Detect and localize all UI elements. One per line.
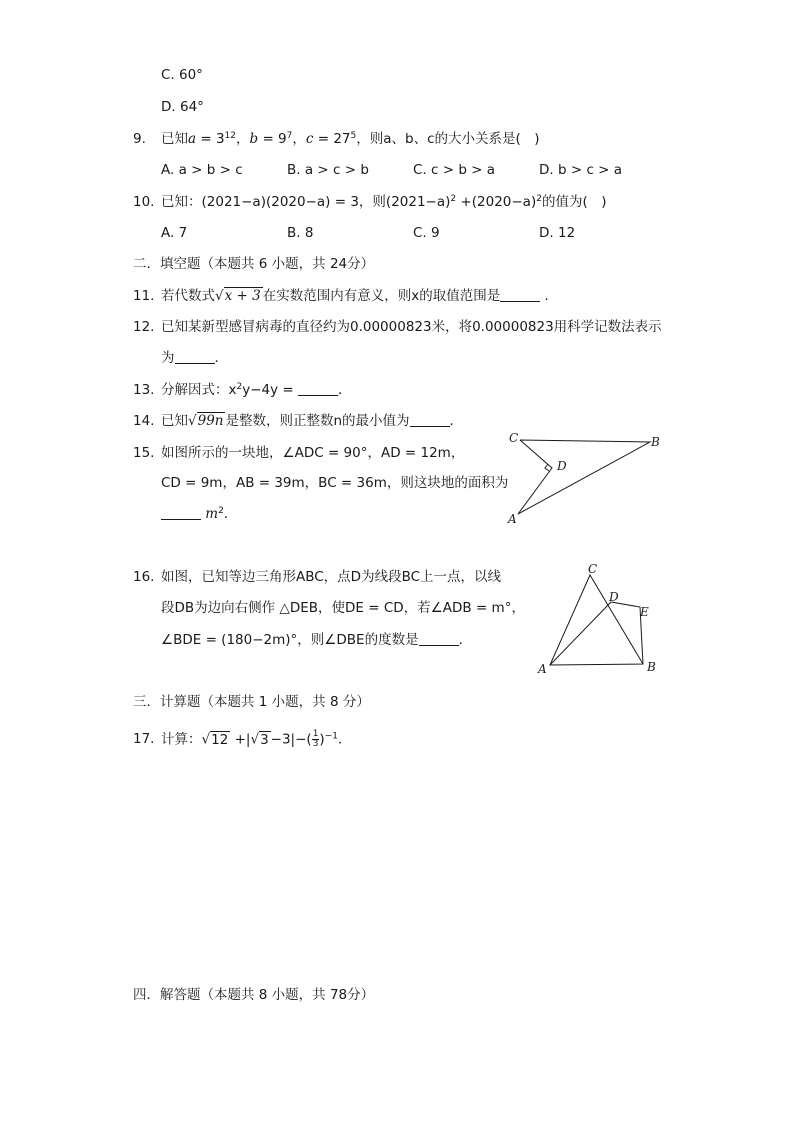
q15-label-b: B: [651, 435, 660, 449]
q15-figure-quadrilateral: [500, 428, 675, 528]
q10-stem: 已知：(2021−a)(2020−a) = 3，则$(2021-a)^2 +(2020-a)^2$的值为( ): [161, 194, 607, 210]
q13-answer-blank: [298, 383, 338, 396]
q17-stem: 计算：√12 +|√3 −3|−( $\frac{1}{3}$ )$^{-1}$．: [161, 729, 352, 749]
q8-option-d: D. 64°: [161, 99, 204, 115]
section-4-heading: 四．解答题（本题共 8 小题，共 78分）: [133, 987, 375, 1003]
q10-option-d: D. 12: [539, 225, 576, 241]
q15-answer-blank: [161, 507, 201, 520]
q11-stem: 若代数式√x + 3 在实数范围内有意义，则x的取值范围是 ．: [161, 288, 559, 304]
q16-stem-line2: 段DB为边向右侧作 △DEB，使DE = CD，若∠ADB = m°，: [161, 600, 525, 616]
q15-label-a: A: [508, 512, 517, 526]
q16-label-b: B: [647, 660, 656, 674]
q16-figure-triangles: [530, 560, 670, 680]
section-2-heading: 二．填空题（本题共 6 小题，共 24分）: [133, 256, 375, 272]
q12-stem-line1: 已知某新型感冒病毒的直径约为0.00000823米，将0.00000823用科学记数法表示: [161, 319, 662, 335]
q16-label-a: A: [538, 662, 547, 676]
q16-stem-line1: 如图，已知等边三角形ABC，点D为线段BC上一点，以线: [161, 569, 502, 585]
q9-option-a: A. a > b > c: [161, 162, 243, 178]
q9-stem: 已知$a = 3^{12}$，$b = 9^7$，$c = 27^5$，则a、b、c的大小关系是( ): [161, 131, 540, 147]
q12-number: 12.: [133, 319, 155, 335]
q15-stem-line2: CD = 9m，AB = 39m，BC = 36m，则这块地的面积为: [161, 475, 509, 491]
section-3-heading: 三．计算题（本题共 1 小题，共 8 分）: [133, 694, 370, 710]
q16-answer-blank: [419, 633, 459, 646]
q10-option-b: B. 8: [287, 225, 314, 241]
q16-stem-line3: ∠BDE = (180−2m)°，则∠DBE的度数是 ．: [161, 632, 473, 648]
q9-option-b: B. a > c > b: [287, 162, 369, 178]
q16-label-e: E: [640, 605, 649, 619]
q14-number: 14.: [133, 413, 155, 429]
q14-answer-blank: [410, 414, 450, 427]
q15-stem-line1: 如图所示的一块地，∠ADC = 90°，AD = 12m，: [161, 445, 465, 461]
q10-number: 10.: [133, 194, 155, 210]
q10-option-a: A. 7: [161, 225, 188, 241]
q15-number: 15.: [133, 445, 155, 461]
q11-answer-blank: [500, 289, 540, 302]
q9-option-c: C. c > b > a: [413, 162, 496, 178]
q12-stem-line2: 为 ．: [161, 350, 228, 366]
q11-number: 11.: [133, 288, 155, 304]
q15-stem-line3: $m^2$．: [161, 505, 237, 523]
q13-stem: 分解因式：$x^2y-4y$ = ．: [161, 382, 352, 398]
q16-label-c: C: [588, 562, 598, 576]
q14-stem: 已知√99n 是整数，则正整数n的最小值为 ．: [161, 413, 464, 429]
q17-number: 17.: [133, 731, 155, 747]
q12-answer-blank: [175, 351, 215, 364]
q15-label-c: C: [509, 431, 519, 445]
q9-number: 9.: [133, 131, 146, 147]
q15-label-d: D: [557, 459, 567, 473]
q13-number: 13.: [133, 382, 155, 398]
q16-number: 16.: [133, 569, 155, 585]
q8-option-c: C. 60°: [161, 67, 203, 83]
q10-option-c: C. 9: [413, 225, 440, 241]
q9-option-d: D. b > c > a: [539, 162, 623, 178]
q16-label-d: D: [609, 590, 619, 604]
